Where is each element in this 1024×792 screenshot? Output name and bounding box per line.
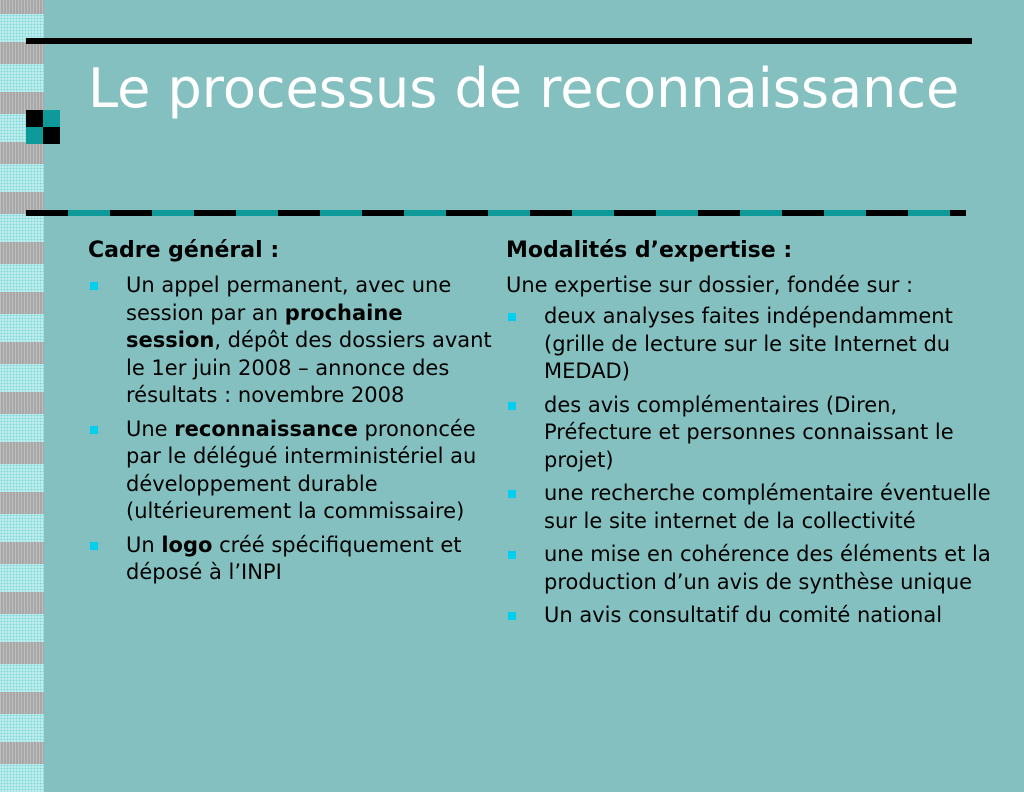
list-item (506, 602, 1006, 630)
right-intro: Une expertise sur dossier, fondée sur : (506, 273, 914, 297)
list-item (506, 392, 1006, 475)
item-text: deux analyses faites indépendamment (grille de lecture sur le site Internet du MEDAD) (544, 304, 953, 383)
square-bullet-icon (508, 612, 516, 620)
item-text: des avis complémentaires (Diren, Préfecture et personnes connaissant le projet) (544, 392, 954, 472)
item-text: Un appel permanent, avec une session par an (126, 273, 452, 325)
list-item (506, 541, 1006, 596)
bold-text: prochaine session (126, 300, 403, 352)
bold-text: logo (161, 532, 213, 557)
item-text: Une (126, 416, 175, 441)
list-item (88, 272, 498, 410)
square-bullet-icon (508, 402, 516, 410)
square-bullet-icon (90, 426, 98, 434)
list-item (506, 480, 1006, 535)
bold-text: reconnaissance (174, 416, 358, 441)
left-heading: Cadre général : (88, 238, 280, 263)
item-text: une recherche complémentaire éventuelle sur le site internet de la collectivité (544, 481, 991, 533)
right-bullet-list (506, 303, 1006, 630)
list-item (506, 303, 1006, 386)
left-bullet-list (88, 272, 498, 587)
right-heading: Modalités d’expertise : (506, 238, 793, 263)
square-bullet-icon (508, 551, 516, 559)
item-text: prononcée par le délégué interministériel au développement durable (ultérieurement la commissaire) (126, 416, 477, 523)
item-text: une mise en cohérence des éléments et la production d’un avis de synthèse unique (544, 542, 991, 594)
left-column (88, 236, 498, 593)
item-text: créé spécifiquement et déposé à l’INPI (126, 532, 462, 584)
square-bullet-icon (90, 282, 98, 290)
square-bullet-icon (508, 490, 516, 498)
top-rule (26, 38, 972, 44)
dashed-divider (26, 210, 966, 216)
square-marker-icon (26, 110, 60, 144)
item-text: Un (126, 532, 162, 557)
slide-title: Le processus de reconnaissance (88, 57, 960, 120)
right-column (506, 236, 1006, 636)
item-text: , dépôt des dossiers avant le 1er juin 2008 – annonce des résultats : novembre 2008 (126, 328, 492, 407)
list-item (88, 416, 498, 526)
square-bullet-icon (508, 313, 516, 321)
list-item (88, 532, 498, 587)
square-bullet-icon (90, 542, 98, 550)
item-text: Un avis consultatif du comité national (544, 603, 943, 627)
